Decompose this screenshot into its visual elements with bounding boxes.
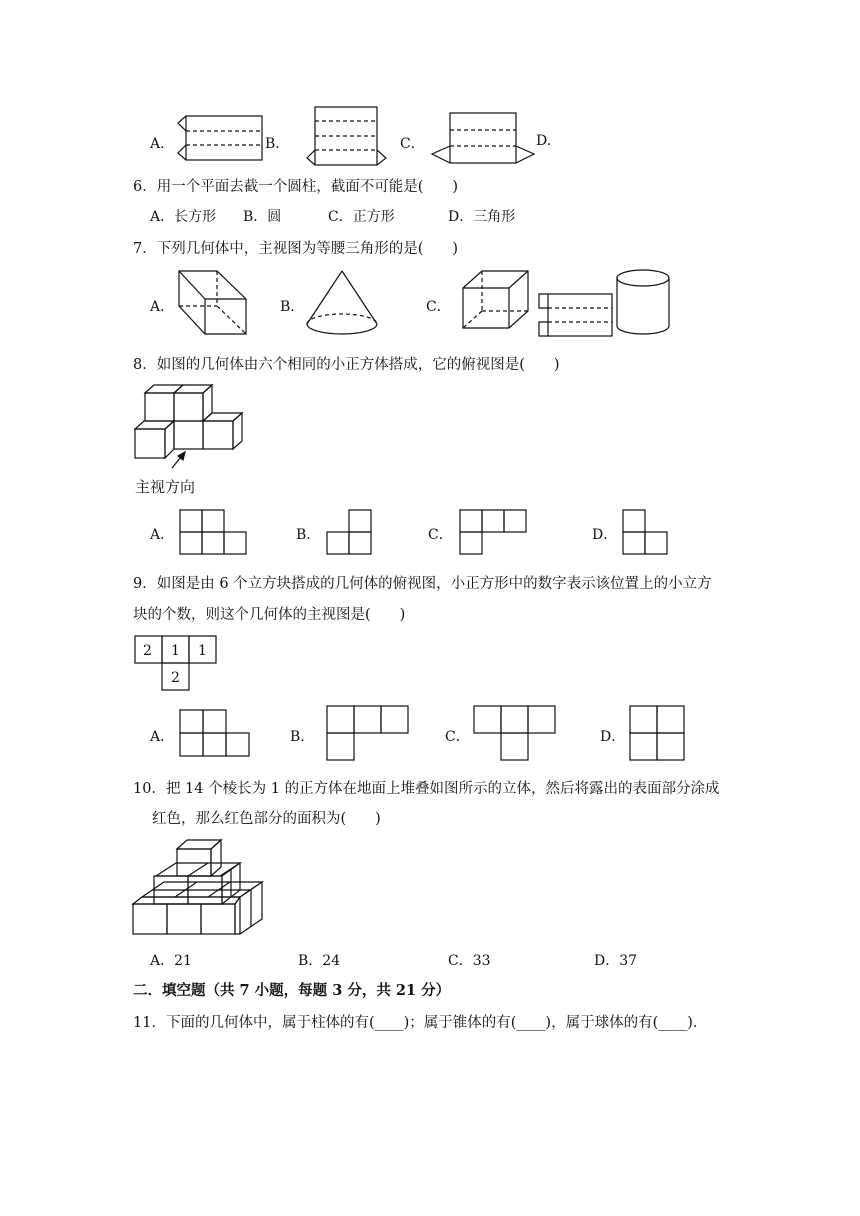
q9-option-b-view <box>325 704 411 762</box>
q6-stem: 6．用一个平面去截一个圆柱，截面不可能是( ) <box>133 179 459 195</box>
q9-option-b-label: B． <box>290 729 315 745</box>
q5-option-c-net <box>430 110 535 165</box>
q7-option-a-label: A． <box>150 299 175 315</box>
q6-option-c: C．正方形 <box>328 209 395 225</box>
q10-stem-line1: 10．把 14 个棱长为 1 的正方体在地面上堆叠如图所示的立体，然后将露出的表面部分涂成 <box>133 781 720 797</box>
q5-option-b-net <box>298 104 388 170</box>
q9-top-view-grid <box>133 634 223 692</box>
q10-stacked-cubes <box>130 835 265 940</box>
q8-figure-cubes <box>130 380 250 470</box>
q6-option-b: B．圆 <box>243 209 282 225</box>
q8-option-a-label: A． <box>150 527 175 543</box>
q8-option-b-label: B． <box>296 527 321 543</box>
section2-title: 二．填空题（共 7 小题，每题 3 分，共 21 分） <box>133 982 451 999</box>
q7-stem: 7．下列几何体中，主视图为等腰三角形的是( ) <box>133 241 459 257</box>
q8-option-c-view <box>458 508 532 556</box>
q9-option-c-view <box>472 704 558 762</box>
q8-option-d-label: D． <box>592 527 618 543</box>
q10-option-a: A．21 <box>150 953 192 969</box>
q8-option-c-label: C． <box>428 527 453 543</box>
q7-option-c-label: C． <box>426 299 451 315</box>
q7-cylinder <box>614 268 672 338</box>
q9-option-a-view <box>178 708 250 758</box>
q10-option-b: B．24 <box>298 953 341 969</box>
q5-option-c-label: C． <box>400 136 425 152</box>
q6-option-d: D．三角形 <box>448 209 516 225</box>
q7-side-net <box>536 290 616 340</box>
q9-stem-line2: 块的个数，则这个几何体的主视图是( ) <box>133 607 406 623</box>
q6-option-a: A．长方形 <box>150 209 217 225</box>
q5-option-a-label: A． <box>150 136 175 152</box>
q10-stem-line2: 红色，那么红色部分的面积为( ) <box>152 811 381 827</box>
grid-number: 1 <box>171 643 180 659</box>
q9-stem-line1: 9．如图是由 6 个立方块搭成的几何体的俯视图，小正方形中的数字表示该位置上的小立方 <box>133 576 712 592</box>
q8-stem: 8．如图的几何体由六个相同的小正方体搭成，它的俯视图是( ) <box>133 357 560 373</box>
q7-option-a-prism <box>176 268 251 338</box>
q9-option-d-view <box>628 704 688 762</box>
q5-option-a-net <box>178 110 268 165</box>
q11-stem: 11．下面的几何体中，属于柱体的有(____)；属于锥体的有(____)，属于球体的有(____)． <box>133 1015 708 1031</box>
q9-option-a-label: A． <box>150 729 175 745</box>
q10-option-c: C．33 <box>448 953 491 969</box>
q7-option-b-label: B． <box>280 299 305 315</box>
q8-option-d-view <box>621 508 673 556</box>
q10-option-d: D．37 <box>594 953 638 969</box>
q9-option-d-label: D． <box>600 729 626 745</box>
q8-option-a-view <box>178 508 250 556</box>
q7-option-c-cube <box>460 268 532 332</box>
q8-direction-caption: 主视方向 <box>135 478 196 496</box>
q5-option-d-label: D. <box>536 133 552 149</box>
q9-option-c-label: C． <box>445 729 470 745</box>
grid-number: 2 <box>143 643 152 659</box>
q7-option-b-cone <box>302 268 382 338</box>
q5-option-b-label: B． <box>265 136 290 152</box>
q8-option-b-view <box>325 508 375 556</box>
grid-number: 2 <box>171 670 180 686</box>
grid-number: 1 <box>198 643 207 659</box>
